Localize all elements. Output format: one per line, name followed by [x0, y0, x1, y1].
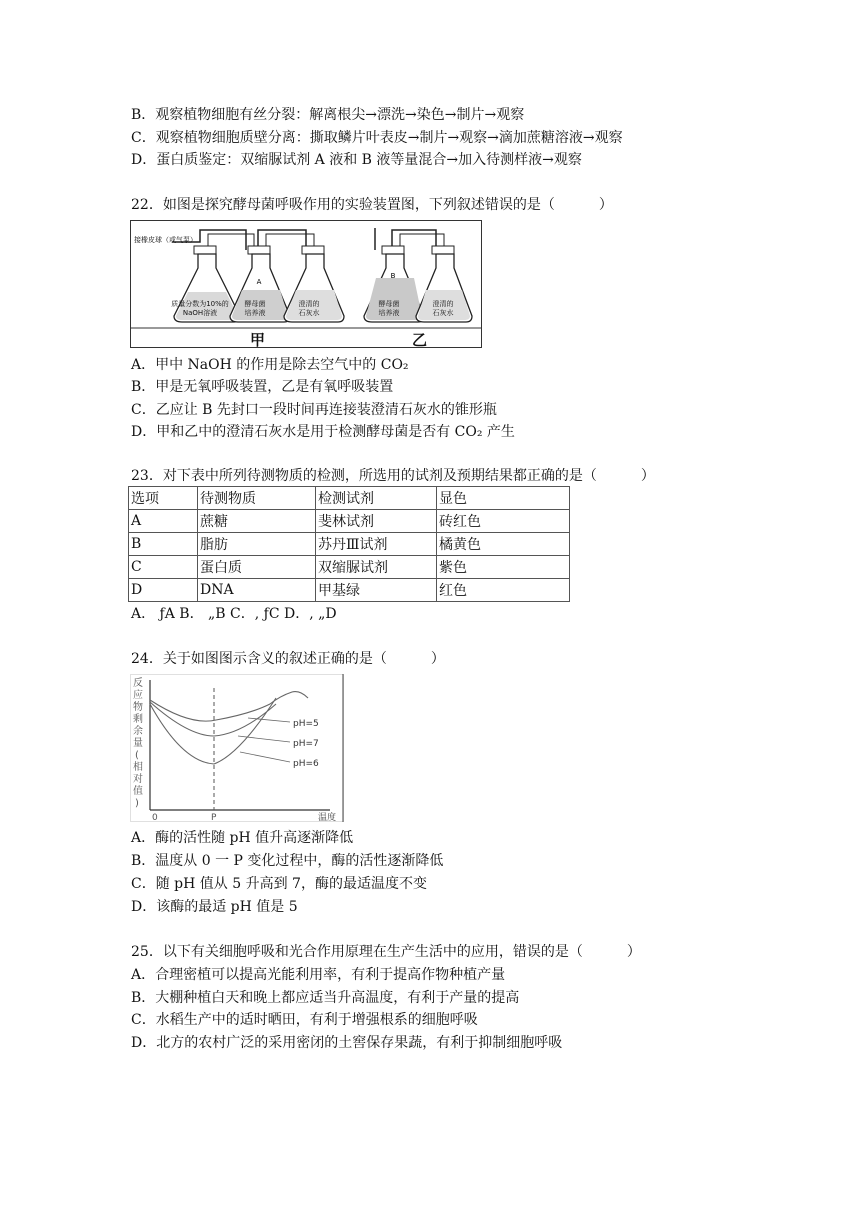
- label-yi: 乙: [412, 331, 428, 349]
- flask-naoh-label: 质量分数为10%的NaOH溶液: [171, 300, 229, 317]
- flask-b-label: 酵母菌培养液: [378, 300, 400, 317]
- table-cell: 甲基绿: [316, 579, 437, 602]
- table-row: [129, 556, 570, 579]
- table-row: [129, 533, 570, 556]
- q22-stem-text: 22．如图是探究酵母菌呼吸作用的实验装置图，下列叙述错误的是（: [131, 197, 555, 213]
- x-origin-label: 0: [152, 813, 158, 822]
- y-label-char: (: [135, 750, 139, 761]
- label-jia: 甲: [250, 331, 266, 349]
- table-cell: DNA: [198, 579, 316, 602]
- q23-table: [128, 486, 570, 602]
- y-label-char: ): [135, 798, 139, 809]
- x-axis-label: 温度: [318, 813, 337, 822]
- table-cell: 斐林试剂: [316, 510, 437, 533]
- table-cell: 苏丹Ⅲ试剂: [316, 533, 437, 556]
- apparatus-diagram: [130, 220, 482, 348]
- q25-option-d: D．北方的农村广泛的采用密闭的土窖保存果蔬，有利于抑制细胞呼吸: [131, 1035, 563, 1051]
- table-header-cell: 显色: [437, 487, 570, 510]
- table-cell: B: [129, 533, 198, 556]
- table-header-row: [129, 487, 570, 510]
- q25-option-a: A．合理密植可以提高光能利用率，有利于提高作物种植产量: [131, 967, 506, 983]
- prev-option-c: C．观察植物细胞质壁分离：撕取鳞片叶表皮→制片→观察→滴加蔗糖溶液→观察: [131, 130, 623, 146]
- q23-stem: [131, 467, 655, 485]
- q22-option-b: B．甲是无氧呼吸装置，乙是有氧呼吸装置: [131, 379, 394, 395]
- table-header-cell: 选项: [129, 487, 198, 510]
- prev-option-d: D．蛋白质鉴定：双缩脲试剂 A 液和 B 液等量混合→加入待测样液→观察: [131, 152, 582, 168]
- y-label-char: 值: [133, 786, 143, 797]
- q25-option-b: B．大棚种植白天和晚上都应适当升高温度，有利于产量的提高: [131, 990, 520, 1006]
- q24-graph-figure: [130, 674, 344, 822]
- q22-option-c: C．乙应让 B 先封口一段时间再连接装澄清石灰水的锥形瓶: [131, 402, 497, 418]
- y-label-char: 余: [133, 726, 143, 737]
- table-header-cell: 待测物质: [198, 487, 316, 510]
- q22-option-a: A．甲中 NaOH 的作用是除去空气中的 CO₂: [131, 357, 409, 373]
- y-label-char: 量: [133, 738, 143, 749]
- q24-stem-text: 24．关于如图图示含义的叙述正确的是（: [131, 651, 387, 667]
- q24-close-paren: ）: [430, 651, 445, 667]
- q25-stem-text: 25．以下有关细胞呼吸和光合作用原理在生产生活中的应用，错误的是（: [131, 944, 583, 960]
- pump-label: 接橡皮球（或气泵）: [134, 236, 197, 244]
- table-row: [129, 510, 570, 533]
- table-cell: 蛋白质: [198, 556, 316, 579]
- q23-answer-options: A． ƒA B． „B C．, ƒC D．, „D: [131, 606, 337, 622]
- q24-option-d: D．该酶的最适 pH 值是 5: [131, 899, 298, 915]
- table-cell: D: [129, 579, 198, 602]
- q24-option-b: B．温度从 0 一 P 变化过程中，酶的活性逐渐降低: [131, 853, 444, 869]
- table-header-cell: 检测试剂: [316, 487, 437, 510]
- table-cell: 橘黄色: [437, 533, 570, 556]
- y-label-char: 相: [133, 762, 143, 773]
- q25-option-c: C．水稻生产中的适时晒田，有利于增强根系的细胞呼吸: [131, 1012, 478, 1028]
- flask-a-letter: A: [256, 278, 262, 286]
- y-axis-label: [133, 676, 143, 809]
- label-ph7: pH=7: [293, 739, 319, 749]
- table-row: [129, 579, 570, 602]
- table-cell: A: [129, 510, 198, 533]
- table-cell: 红色: [437, 579, 570, 602]
- prev-option-b: B．观察植物细胞有丝分裂：解离根尖→漂洗→染色→制片→观察: [131, 107, 525, 123]
- ph-temperature-graph: [130, 674, 344, 822]
- table-cell: 脂肪: [198, 533, 316, 556]
- q23-close-paren: ）: [640, 468, 655, 484]
- table-cell: 紫色: [437, 556, 570, 579]
- flask-lime-2-label: 澄清的石灰水: [432, 300, 454, 317]
- y-label-char: 剩: [133, 714, 143, 725]
- y-label-char: 应: [133, 690, 143, 701]
- q22-option-d: D．甲和乙中的澄清石灰水是用于检测酵母菌是否有 CO₂ 产生: [131, 424, 515, 440]
- q22-stem: [131, 196, 613, 214]
- y-label-char: 反: [133, 678, 143, 689]
- q24-option-c: C．随 pH 值从 5 升高到 7，酶的最适温度不变: [131, 876, 427, 892]
- y-label-char: 对: [133, 774, 143, 785]
- table-cell: C: [129, 556, 198, 579]
- table-cell: 砖红色: [437, 510, 570, 533]
- flask-b-letter: B: [390, 272, 396, 280]
- x-p-label: P: [211, 813, 217, 822]
- y-label-char: 物: [133, 702, 143, 713]
- label-ph6: pH=6: [293, 759, 319, 769]
- q24-option-a: A．酶的活性随 pH 值升高逐渐降低: [131, 830, 354, 846]
- q23-stem-text: 23．对下表中所列待测物质的检测，所选用的试剂及预期结果都正确的是（: [131, 468, 597, 484]
- flask-lime-1-label: 澄清的石灰水: [298, 300, 320, 317]
- q25-stem: [131, 943, 641, 961]
- q22-close-paren: ）: [598, 197, 613, 213]
- flask-a-label: 酵母菌培养液: [244, 300, 266, 317]
- q22-apparatus-figure: [130, 220, 482, 348]
- label-ph5: pH=5: [293, 719, 319, 729]
- q25-close-paren: ）: [626, 944, 641, 960]
- table-cell: 双缩脲试剂: [316, 556, 437, 579]
- q24-stem: [131, 650, 445, 668]
- table-cell: 蔗糖: [198, 510, 316, 533]
